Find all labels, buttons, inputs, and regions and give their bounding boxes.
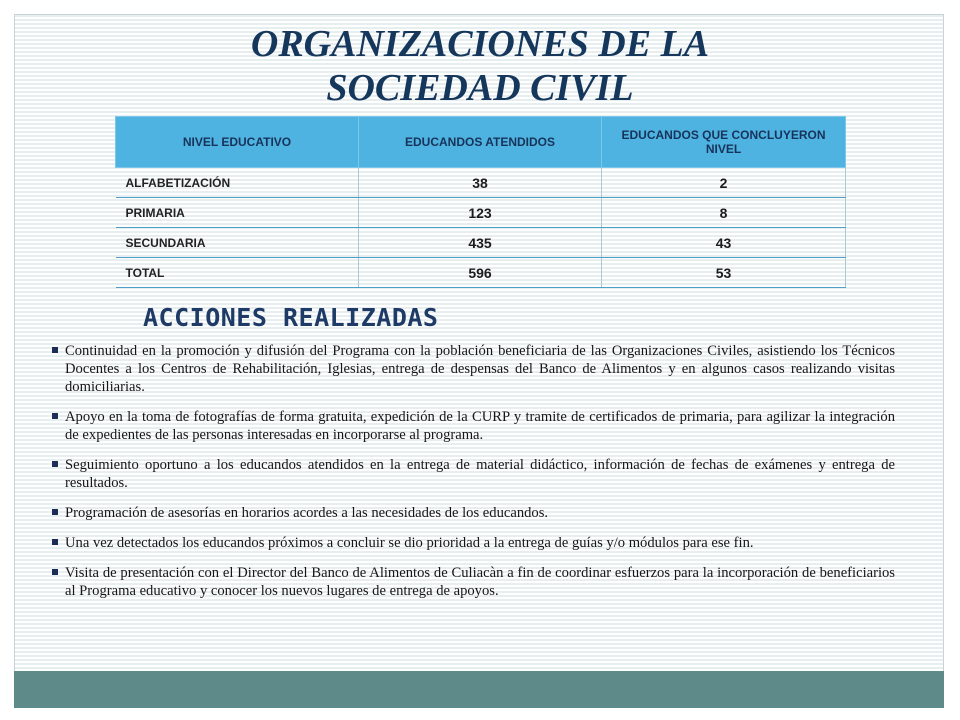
cell-nivel: ALFABETIZACIÓN (116, 168, 359, 198)
square-bullet-icon (52, 509, 58, 515)
list-item (50, 342, 895, 396)
table-row-total (116, 258, 846, 288)
cell-concluyeron: 43 (602, 228, 846, 258)
cell-nivel: TOTAL (116, 258, 359, 288)
cell-atendidos: 123 (359, 198, 602, 228)
list-item-text: Una vez detectados los educandos próximos a concluir se dio prioridad a la entrega de guías y/o módulos para ese fin. (65, 535, 754, 551)
header-educandos-concluyeron: EDUCANDOS QUE CONCLUYERON NIVEL (602, 117, 846, 168)
cell-concluyeron: 53 (602, 258, 846, 288)
footer-bar (14, 671, 944, 708)
list-item (50, 456, 895, 492)
square-bullet-icon (52, 569, 58, 575)
cell-nivel: SECUNDARIA (116, 228, 359, 258)
cell-atendidos: 38 (359, 168, 602, 198)
list-item-text: Visita de presentación con el Director del Banco de Alimentos de Culiacàn a fin de coordinar esfuerzos para la incorporación de beneficiarios al Programa educativo y conocer los nuevos lugares de entrega de apoyos. (65, 565, 895, 599)
list-item-text: Programación de asesorías en horarios acordes a las necesidades de los educandos. (65, 505, 549, 521)
table-row (116, 228, 846, 258)
square-bullet-icon (52, 539, 58, 545)
cell-nivel: PRIMARIA (116, 198, 359, 228)
list-item (50, 534, 895, 552)
education-table (115, 116, 846, 288)
cell-atendidos: 596 (359, 258, 602, 288)
page-title-line-1: ORGANIZACIONES DE LA (250, 23, 710, 65)
table-row (116, 168, 846, 198)
table-header-row (116, 117, 846, 168)
cell-concluyeron: 8 (602, 198, 846, 228)
cell-atendidos: 435 (359, 228, 602, 258)
table-row (116, 198, 846, 228)
list-item (50, 504, 895, 522)
square-bullet-icon (52, 347, 58, 353)
list-item-text: Apoyo en la toma de fotografías de forma gratuita, expedición de la CURP y tramite de certificados de primaria, para agilizar la integración de expedientes de las personas interesadas en incorporarse al programa. (65, 409, 895, 443)
list-item-text: Continuidad en la promoción y difusión del Programa con la población beneficiaria de las Organizaciones Civiles, asistiendo los Técnicos Docentes a los Centros de Rehabilitación, Iglesias, entrega de despensas del Banco de Alimentos y en algunos casos realizando visitas domiciliarias. (65, 343, 895, 395)
square-bullet-icon (52, 413, 58, 419)
square-bullet-icon (52, 461, 58, 467)
list-item (50, 564, 895, 600)
cell-concluyeron: 2 (602, 168, 846, 198)
page-title-line-2: SOCIEDAD CIVIL (326, 67, 634, 109)
page-title (0, 22, 960, 110)
list-item-text: Seguimiento oportuno a los educandos atendidos en la entrega de material didáctico, información de fechas de exámenes y entrega de resultados. (65, 457, 895, 491)
header-educandos-atendidos: EDUCANDOS ATENDIDOS (359, 117, 602, 168)
list-item (50, 408, 895, 444)
section-title-acciones: ACCIONES REALIZADAS (143, 303, 439, 332)
header-nivel-educativo: NIVEL EDUCATIVO (116, 117, 359, 168)
actions-list (50, 342, 895, 612)
